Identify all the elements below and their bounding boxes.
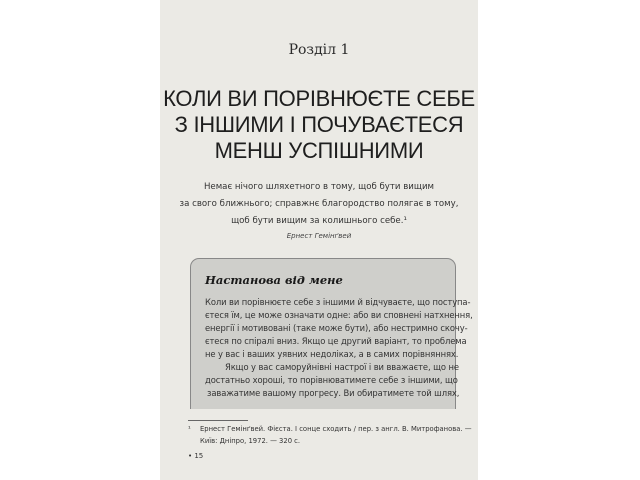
title-line: МЕНШ УСПІШНИМИ: [214, 138, 424, 163]
footnote-rule: [188, 420, 248, 421]
title-line: КОЛИ ВИ ПОРІВНЮЄТЕ СЕБЕ: [163, 86, 475, 111]
box-line: не у вас і ваших уявних недоліках, а в самих порівняннях.: [205, 349, 459, 359]
box-line: енергії і мотивовані (таке може бути), або нестримно скочу-: [205, 323, 468, 333]
page-number: • 15: [188, 452, 204, 460]
footnote-marker: ¹: [188, 425, 191, 433]
advice-box: [190, 258, 473, 409]
epigraph-line: Немає нічого шляхетного в тому, щоб бути вищим: [203, 182, 435, 192]
footnote-line: Ернест Гемінґвей. Фієста. І сонце сходить / пер. з англ. В. Митрофанова. —: [200, 425, 472, 433]
epigraph-line: за свого ближнього; справжнє благородство полягає в тому,: [179, 199, 459, 209]
box-line: Коли ви порівнюєте себе з іншими й відчуваєте, що поступа-: [205, 297, 471, 307]
book-page: [160, 0, 478, 480]
box-line: заважатиме вашому прогресу. Ви обиратимете той шлях,: [207, 388, 460, 398]
box-line: єтеся по спіралі вниз. Якщо це другий варіант, то проблема: [205, 336, 467, 346]
epigraph-author: Ернест Гемінґвей: [286, 232, 352, 240]
box-line: єтеся їм, це може означати одне: або ви сповнені натхнення,: [205, 310, 473, 320]
footnote-line: Київ: Дніпро, 1972. — 320 с.: [200, 437, 301, 445]
title-line: З ІНШИМИ І ПОЧУВАЄТЕСЯ: [174, 112, 464, 137]
chapter-label: Розділ 1: [288, 42, 350, 58]
box-line: Якщо у вас саморуйнівні настрої і ви вважаєте, що не: [225, 362, 459, 372]
box-title: Настанова від мене: [205, 273, 343, 287]
epigraph-line: щоб бути вищим за колишнього себе.¹: [231, 216, 407, 226]
box-line: достатньо хороші, то порівнюватимете себе з іншими, що: [205, 375, 458, 385]
